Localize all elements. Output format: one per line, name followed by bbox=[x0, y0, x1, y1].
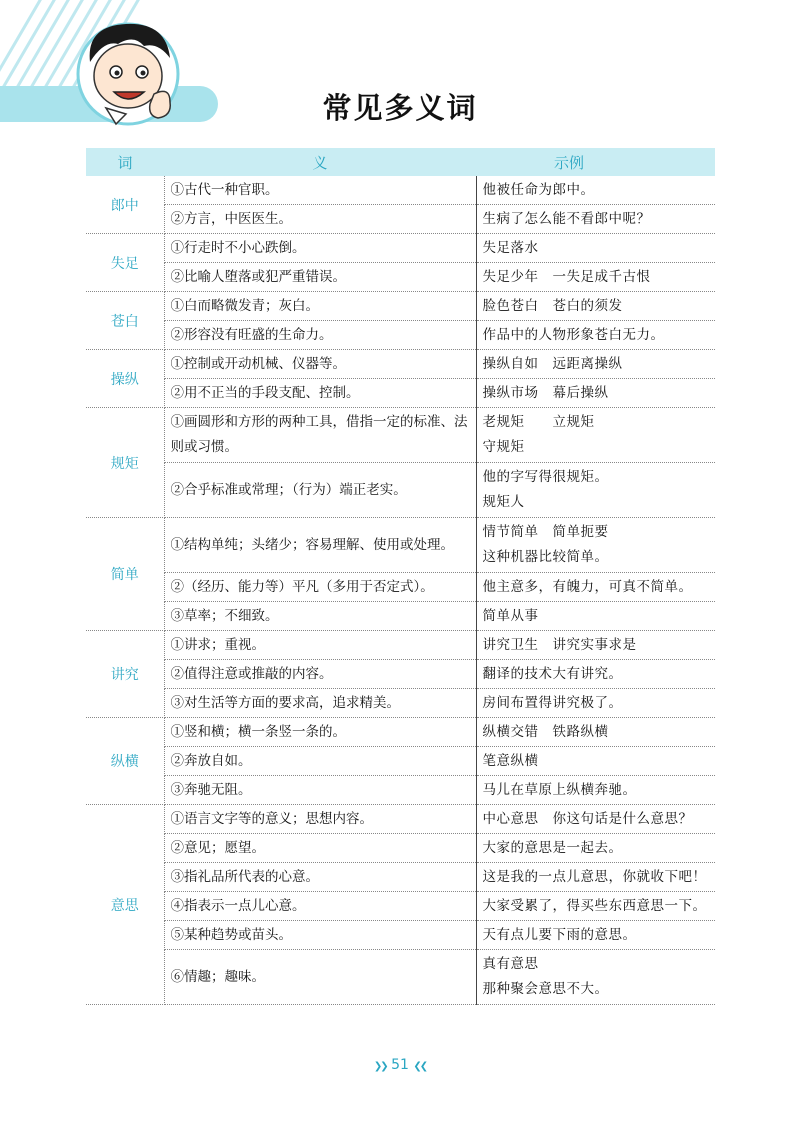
table-row bbox=[86, 379, 715, 408]
meaning-cell: ②用不正当的手段支配、控制。 bbox=[164, 379, 476, 408]
table-row bbox=[86, 292, 715, 321]
example-line: 讲究卫生 讲究实事求是 bbox=[482, 636, 637, 653]
meaning-cell: ②奔放自如。 bbox=[164, 747, 476, 776]
meaning-cell: ②（经历、能力等）平凡（多用于否定式）。 bbox=[164, 573, 476, 602]
example-cell bbox=[476, 921, 715, 950]
table-row bbox=[86, 408, 715, 463]
meaning-cell: ①画圆形和方形的两种工具，借指一定的标准、法则或习惯。 bbox=[164, 408, 476, 463]
example-line: 生病了怎么能不看郎中呢？ bbox=[482, 210, 651, 227]
meaning-cell: ②比喻人堕落或犯严重错误。 bbox=[164, 263, 476, 292]
table-row bbox=[86, 747, 715, 776]
table-row bbox=[86, 863, 715, 892]
table-row bbox=[86, 805, 715, 834]
meaning-cell: ③对生活等方面的要求高，追求精美。 bbox=[164, 689, 476, 718]
term-cell: 纵横 bbox=[86, 718, 164, 805]
example-cell bbox=[476, 408, 715, 463]
example-line: 规矩人 bbox=[482, 494, 525, 510]
meaning-cell: ②合乎标准或常理；（行为）端正老实。 bbox=[164, 463, 476, 518]
meaning-cell: ①白而略微发青；灰白。 bbox=[164, 292, 476, 321]
example-line: 操纵市场 幕后操纵 bbox=[482, 384, 609, 401]
page-number bbox=[0, 1057, 800, 1073]
example-line: 中心意思 你这句话是什么意思？ bbox=[482, 810, 693, 827]
example-cell bbox=[476, 660, 715, 689]
meaning-cell: ①结构单纯；头绪少；容易理解、使用或处理。 bbox=[164, 518, 476, 573]
term-cell: 意思 bbox=[86, 805, 164, 1005]
table-row bbox=[86, 234, 715, 263]
meaning-cell: ①行走时不小心跌倒。 bbox=[164, 234, 476, 263]
table-row bbox=[86, 921, 715, 950]
meaning-cell: ①古代一种官职。 bbox=[164, 176, 476, 205]
table-row bbox=[86, 834, 715, 863]
example-cell bbox=[476, 689, 715, 718]
table-row bbox=[86, 950, 715, 1005]
table-row bbox=[86, 518, 715, 573]
table-row bbox=[86, 205, 715, 234]
example-line: 失足落水 bbox=[482, 239, 539, 256]
table-row bbox=[86, 463, 715, 518]
example-cell bbox=[476, 834, 715, 863]
example-cell bbox=[476, 776, 715, 805]
example-line: 他主意多，有魄力，可真不简单。 bbox=[482, 578, 693, 595]
example-cell bbox=[476, 379, 715, 408]
example-line: 他被任命为郎中。 bbox=[482, 181, 595, 198]
table-row bbox=[86, 718, 715, 747]
term-cell: 操纵 bbox=[86, 350, 164, 408]
meaning-cell: ⑥情趣；趣味。 bbox=[164, 950, 476, 1005]
example-line: 翻译的技术大有讲究。 bbox=[482, 665, 623, 682]
example-cell bbox=[476, 292, 715, 321]
page-number-text: 51 bbox=[391, 1057, 409, 1073]
example-line: 守规矩 bbox=[482, 439, 525, 455]
table-row bbox=[86, 573, 715, 602]
example-cell bbox=[476, 718, 715, 747]
example-cell bbox=[476, 747, 715, 776]
meaning-cell: ⑤某种趋势或苗头。 bbox=[164, 921, 476, 950]
example-line: 情节简单 简单扼要 bbox=[482, 524, 609, 540]
example-cell bbox=[476, 463, 715, 518]
example-line: 简单从事 bbox=[482, 607, 539, 624]
example-cell bbox=[476, 263, 715, 292]
example-line: 他的字写得很规矩。 bbox=[482, 469, 609, 485]
example-line: 操纵自如 远距离操纵 bbox=[482, 355, 623, 372]
meaning-cell: ②值得注意或推敲的内容。 bbox=[164, 660, 476, 689]
term-cell: 讲究 bbox=[86, 631, 164, 718]
example-cell bbox=[476, 176, 715, 205]
page-title: 常见多义词 bbox=[322, 91, 478, 125]
example-cell bbox=[476, 863, 715, 892]
term-cell: 郎中 bbox=[86, 176, 164, 234]
example-cell bbox=[476, 573, 715, 602]
example-line: 纵横交错 铁路纵横 bbox=[482, 723, 609, 740]
table-row bbox=[86, 263, 715, 292]
meaning-cell: ①讲求；重视。 bbox=[164, 631, 476, 660]
meaning-cell: ④指表示一点儿心意。 bbox=[164, 892, 476, 921]
meaning-cell: ①控制或开动机械、仪器等。 bbox=[164, 350, 476, 379]
example-line: 真有意思 bbox=[482, 956, 539, 972]
polysemy-table bbox=[86, 148, 715, 1005]
example-cell bbox=[476, 805, 715, 834]
example-line: 天有点儿要下雨的意思。 bbox=[482, 926, 637, 943]
meaning-cell: ③指礼品所代表的心意。 bbox=[164, 863, 476, 892]
table-row bbox=[86, 776, 715, 805]
header-meaning: 义 bbox=[164, 148, 476, 176]
table-row bbox=[86, 892, 715, 921]
example-cell bbox=[476, 602, 715, 631]
example-line: 老规矩 立规矩 bbox=[482, 414, 595, 430]
table-row bbox=[86, 321, 715, 350]
page-number-left-decoration: ❯❯ bbox=[373, 1061, 387, 1072]
meaning-cell: ①竖和横；横一条竖一条的。 bbox=[164, 718, 476, 747]
example-line: 马儿在草原上纵横奔驰。 bbox=[482, 781, 637, 798]
example-cell bbox=[476, 950, 715, 1005]
example-line: 这是我的一点儿意思，你就收下吧！ bbox=[482, 868, 707, 885]
example-line: 大家的意思是一起去。 bbox=[482, 839, 623, 856]
meaning-cell: ③奔驰无阻。 bbox=[164, 776, 476, 805]
term-cell: 规矩 bbox=[86, 408, 164, 518]
table-row bbox=[86, 176, 715, 205]
example-line: 大家受累了，得买些东西意思一下。 bbox=[482, 897, 707, 914]
meaning-cell: ③草率；不细致。 bbox=[164, 602, 476, 631]
meaning-cell: ②形容没有旺盛的生命力。 bbox=[164, 321, 476, 350]
example-line: 作品中的人物形象苍白无力。 bbox=[482, 326, 665, 343]
example-cell bbox=[476, 321, 715, 350]
term-cell: 简单 bbox=[86, 518, 164, 631]
example-line: 失足少年 一失足成千古恨 bbox=[482, 268, 651, 285]
table-row bbox=[86, 631, 715, 660]
example-cell bbox=[476, 234, 715, 263]
table-row bbox=[86, 660, 715, 689]
header-example: 示例 bbox=[476, 148, 715, 176]
example-cell bbox=[476, 892, 715, 921]
example-cell bbox=[476, 205, 715, 234]
meaning-cell: ①语言文字等的意义；思想内容。 bbox=[164, 805, 476, 834]
table-row bbox=[86, 602, 715, 631]
example-line: 这种机器比较简单。 bbox=[482, 549, 609, 565]
example-cell bbox=[476, 518, 715, 573]
table-header-row bbox=[86, 148, 715, 176]
header-term: 词 bbox=[86, 148, 164, 176]
page-number-right-decoration: ❮❮ bbox=[413, 1061, 427, 1072]
meaning-cell: ②方言，中医医生。 bbox=[164, 205, 476, 234]
example-cell bbox=[476, 631, 715, 660]
example-line: 笔意纵横 bbox=[482, 752, 539, 769]
example-line: 房间布置得讲究极了。 bbox=[482, 694, 623, 711]
term-cell: 失足 bbox=[86, 234, 164, 292]
meaning-cell: ②意见；愿望。 bbox=[164, 834, 476, 863]
example-cell bbox=[476, 350, 715, 379]
term-cell: 苍白 bbox=[86, 292, 164, 350]
table-row bbox=[86, 689, 715, 718]
table-row bbox=[86, 350, 715, 379]
example-line: 脸色苍白 苍白的须发 bbox=[482, 297, 623, 314]
example-line: 那种聚会意思不大。 bbox=[482, 981, 609, 997]
